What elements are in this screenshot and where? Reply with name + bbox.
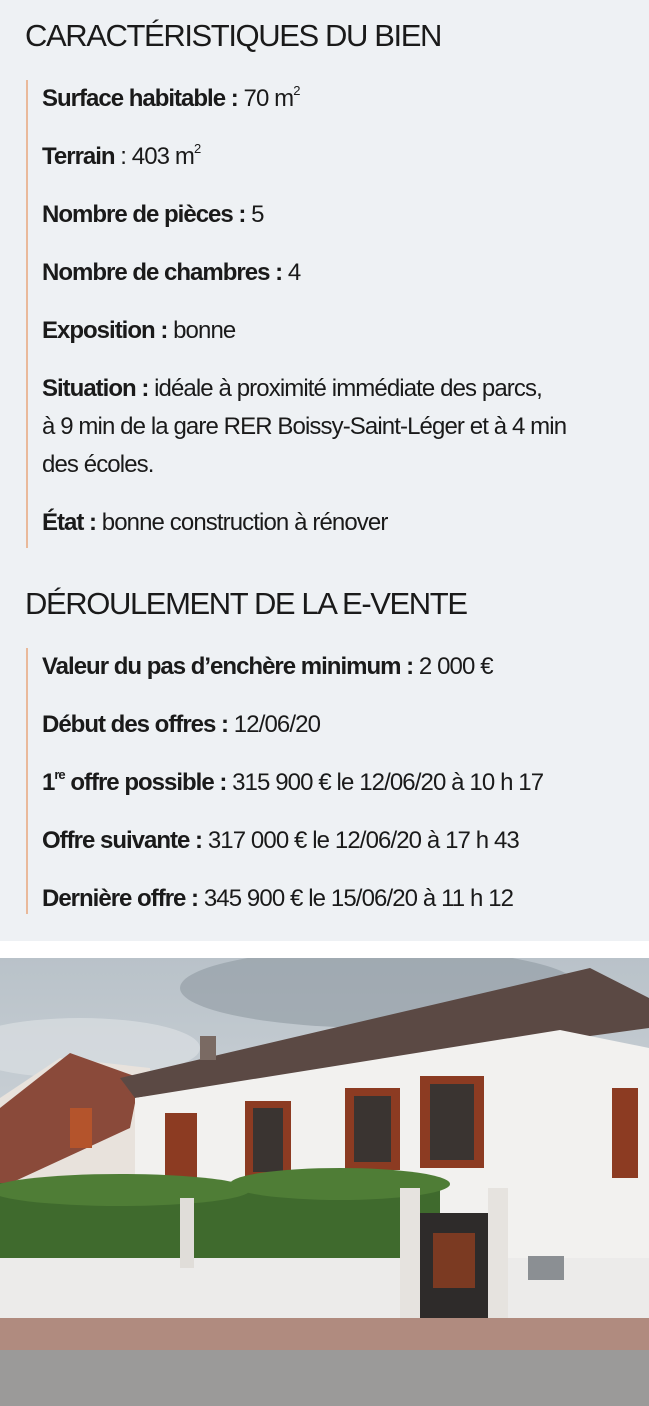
surface-value: 70 m bbox=[243, 85, 294, 112]
fence-pillar bbox=[180, 1198, 194, 1268]
derniere-value: 345 900 € le 15/06/20 à 11 h 12 bbox=[198, 885, 514, 912]
house-photo bbox=[0, 958, 649, 1406]
premiere-label-prefix: 1 bbox=[42, 769, 55, 796]
sale-title: DÉROULEMENT DE LA E-VENTE bbox=[25, 586, 467, 621]
suivante-value: 317 000 € le 12/06/20 à 17 h 43 bbox=[202, 827, 519, 854]
pieces-label: Nombre de pièces : bbox=[42, 201, 246, 228]
chambres-row bbox=[42, 254, 642, 292]
mailbox bbox=[528, 1256, 564, 1280]
premiere-row bbox=[42, 764, 642, 802]
surface-row bbox=[42, 80, 642, 118]
pas-value: 2 000 € bbox=[413, 653, 493, 680]
terrain-value: : 403 m bbox=[120, 143, 194, 170]
window bbox=[165, 1113, 197, 1185]
window-glass bbox=[430, 1084, 474, 1160]
road bbox=[0, 1350, 649, 1406]
characteristics-title: CARACTÉRISTIQUES DU BIEN bbox=[25, 18, 441, 53]
situation-line2: à 9 min de la gare RER Boissy-Saint-Léger et à 4 min bbox=[42, 413, 567, 440]
door-behind-gate bbox=[433, 1233, 475, 1288]
situation-row bbox=[42, 370, 642, 484]
exposition-value: bonne bbox=[167, 317, 236, 344]
terrain-row bbox=[42, 138, 642, 176]
derniere-row bbox=[42, 880, 642, 918]
chambres-label: Nombre de chambres : bbox=[42, 259, 283, 286]
surface-unit-sup: 2 bbox=[293, 83, 300, 98]
premiere-label-sup: re bbox=[54, 767, 65, 782]
debut-value: 12/06/20 bbox=[228, 711, 321, 738]
situation-line3: des écoles. bbox=[42, 451, 154, 478]
surface-label: Surface habitable : bbox=[42, 85, 238, 112]
situation-label: Situation : bbox=[42, 375, 149, 402]
debut-row bbox=[42, 706, 642, 744]
chimney bbox=[200, 1036, 216, 1060]
pas-row bbox=[42, 648, 642, 686]
debut-label: Début des offres : bbox=[42, 711, 229, 738]
suivante-label: Offre suivante : bbox=[42, 827, 203, 854]
hedge-top bbox=[0, 1174, 250, 1206]
characteristics-list bbox=[26, 80, 642, 548]
exposition-row bbox=[42, 312, 642, 350]
exposition-label: Exposition : bbox=[42, 317, 168, 344]
pieces-value: 5 bbox=[245, 201, 264, 228]
window-glass bbox=[253, 1108, 283, 1172]
side-door bbox=[612, 1088, 638, 1178]
derniere-label: Dernière offre : bbox=[42, 885, 199, 912]
pas-label: Valeur du pas d’enchère minimum : bbox=[42, 653, 414, 680]
premiere-label-suffix: offre possible : bbox=[64, 769, 227, 796]
neighbour-window bbox=[70, 1108, 92, 1148]
premiere-value: 315 900 € le 12/06/20 à 10 h 17 bbox=[226, 769, 544, 796]
pieces-row bbox=[42, 196, 642, 234]
suivante-row bbox=[42, 822, 642, 860]
sale-list bbox=[26, 648, 642, 914]
terrain-label: Terrain bbox=[42, 143, 121, 170]
sidewalk bbox=[0, 1318, 649, 1352]
etat-value: bonne construction à rénover bbox=[96, 509, 388, 536]
situation-line1: idéale à proximité immédiate des parcs, bbox=[148, 375, 542, 402]
chambres-value: 4 bbox=[282, 259, 301, 286]
etat-row bbox=[42, 504, 642, 542]
house-illustration bbox=[0, 958, 649, 1406]
etat-label: État : bbox=[42, 509, 96, 536]
terrain-unit-sup: 2 bbox=[194, 141, 201, 156]
window-glass bbox=[354, 1096, 391, 1162]
